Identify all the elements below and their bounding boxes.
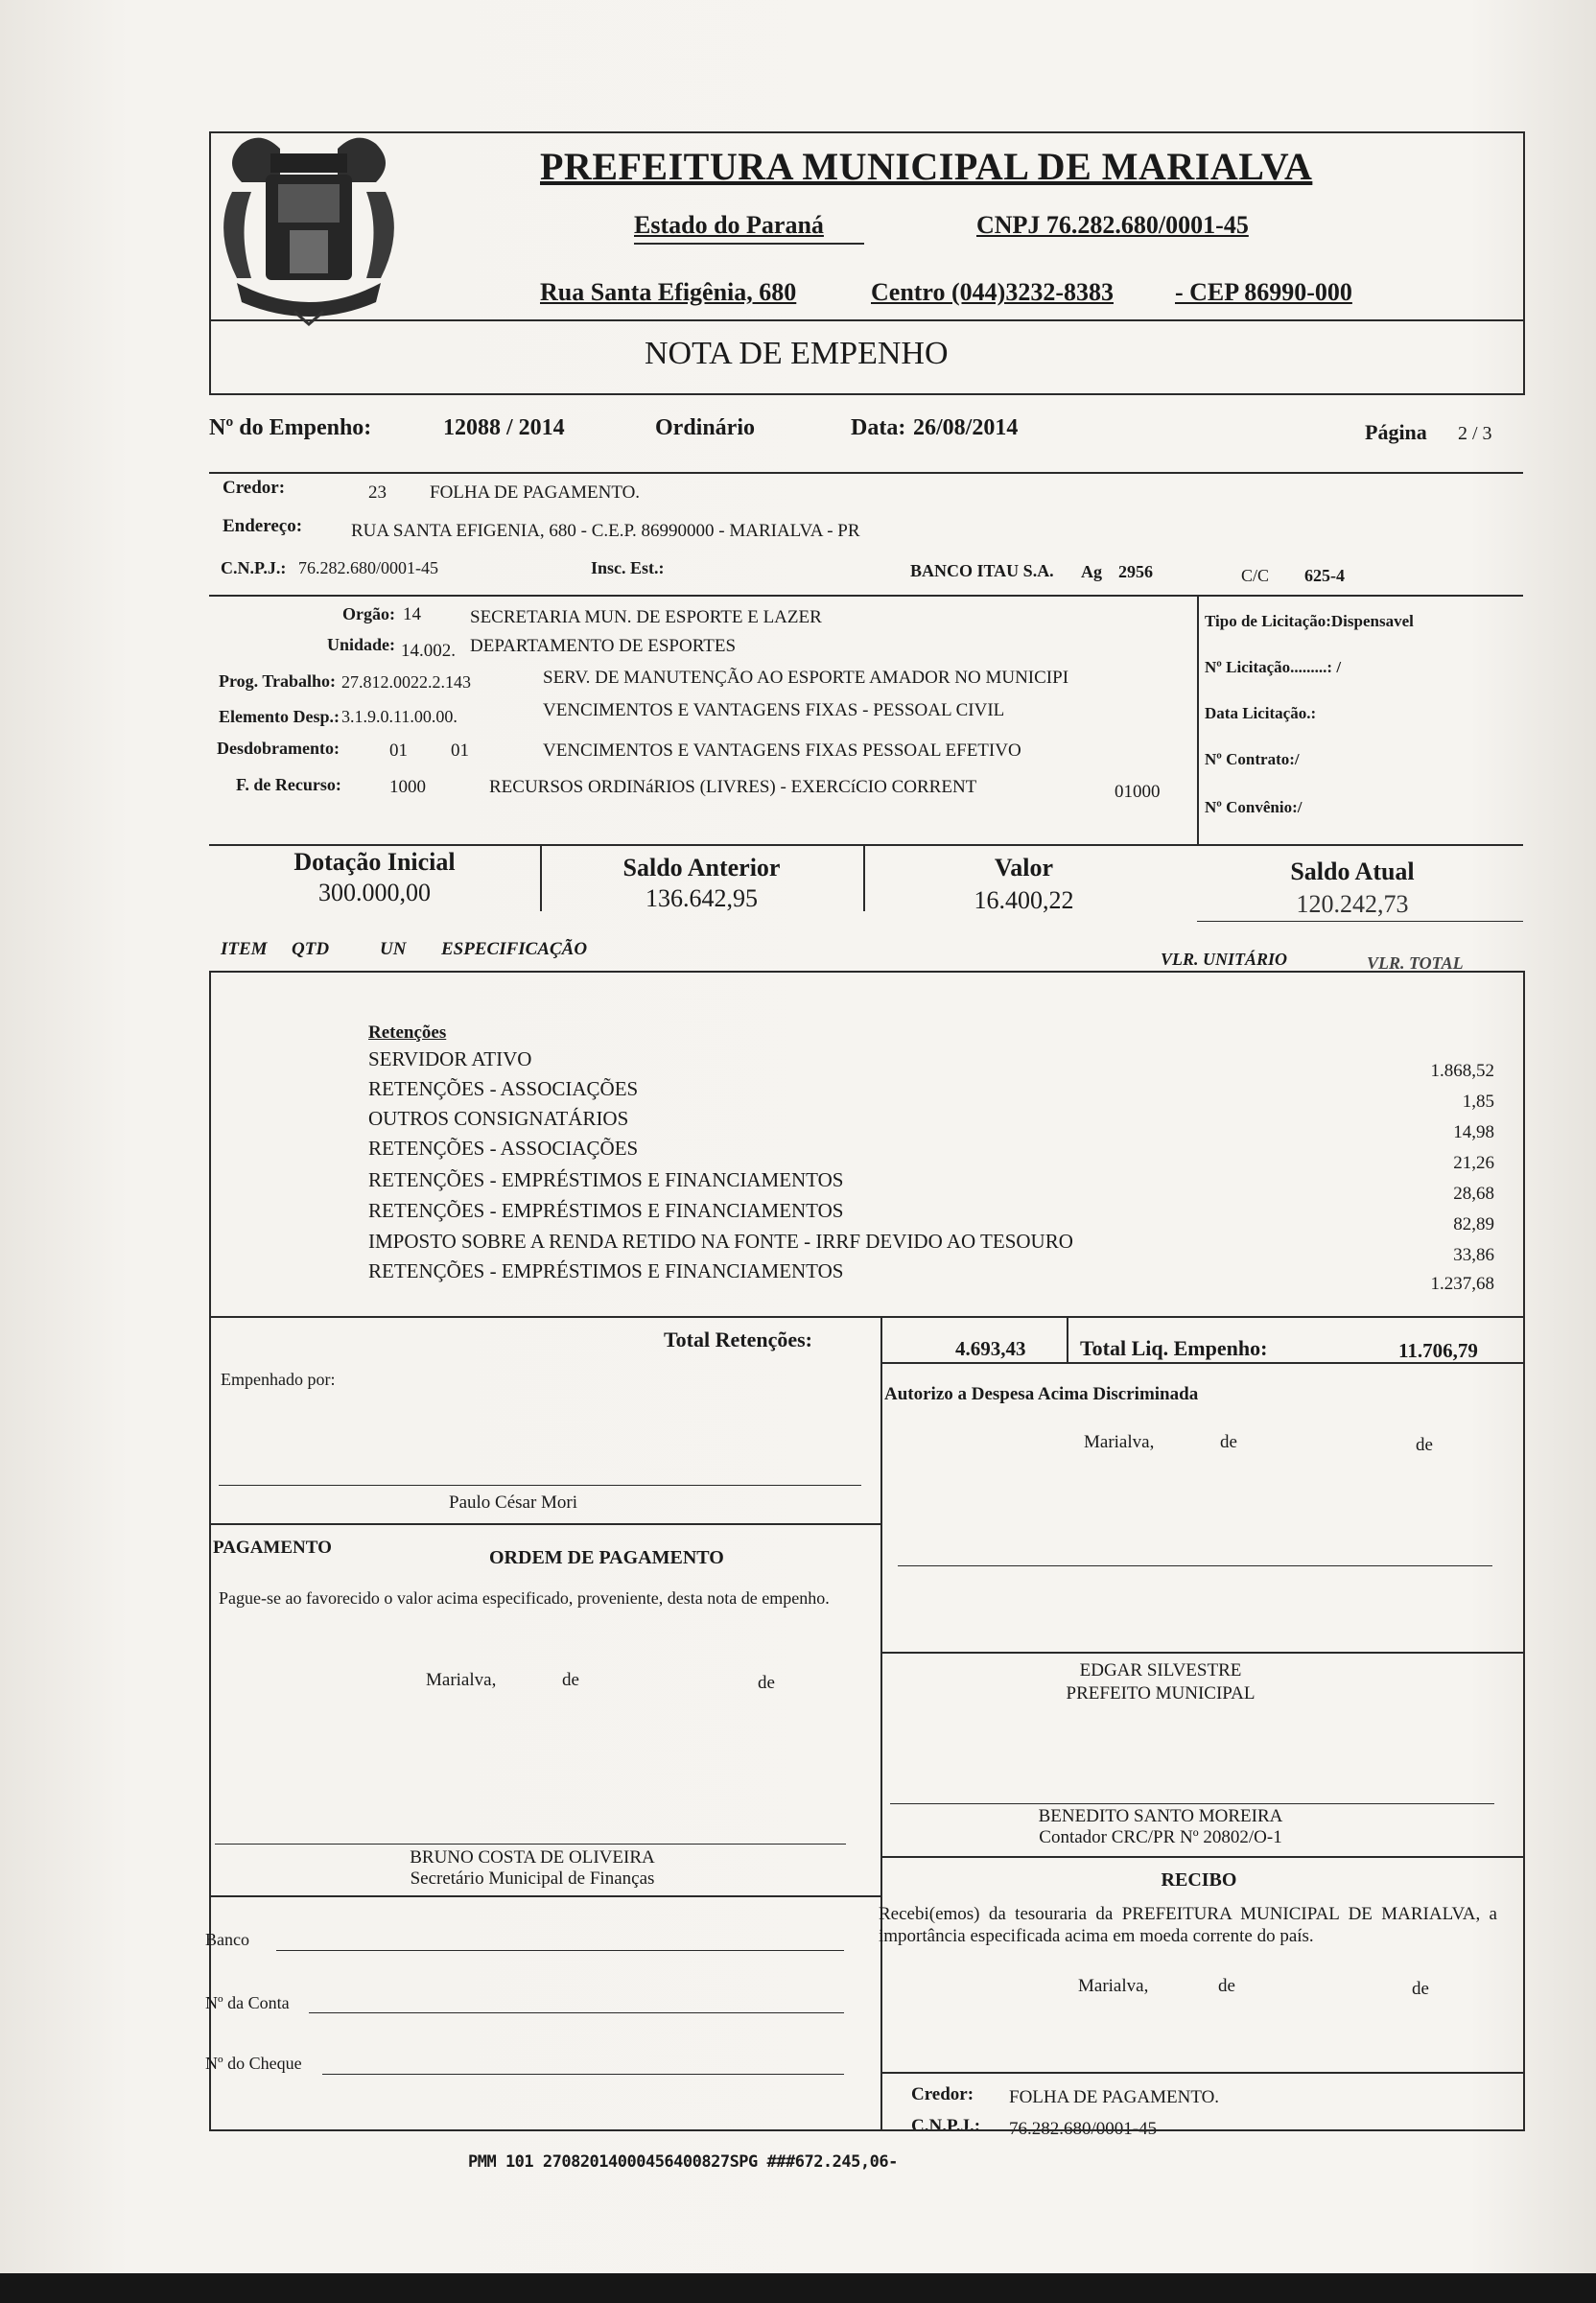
numero-contrato: Nº Contrato:/ <box>1205 750 1300 768</box>
autorizo-marialva: Marialva, <box>1084 1432 1155 1452</box>
credor-label: Credor: <box>223 478 286 498</box>
retencao-line: SERVIDOR ATIVO <box>368 1047 532 1070</box>
credor-name: FOLHA DE PAGAMENTO. <box>430 482 641 503</box>
retencao-line: RETENÇÕES - ASSOCIAÇÕES <box>368 1077 639 1100</box>
banco-name: BANCO ITAU S.A. <box>910 561 1054 580</box>
retencao-line: RETENÇÕES - EMPRÉSTIMOS E FINANCIAMENTOS <box>368 1199 844 1222</box>
valor-value: 16.400,22 <box>974 886 1074 914</box>
elemento-label: Elemento Desp.: <box>219 707 340 726</box>
col-vlr-total: VLR. TOTAL <box>1367 953 1464 973</box>
paulo-name: Paulo César Mori <box>449 1492 578 1513</box>
header-cnpj: CNPJ 76.282.680/0001-45 <box>976 211 1249 239</box>
page-number: 2 / 3 <box>1458 423 1492 444</box>
saldo-atual-label: Saldo Atual <box>1290 858 1415 885</box>
retencao-value: 14,98 <box>1453 1122 1494 1142</box>
endereco-value: RUA SANTA EFIGENIA, 680 - C.E.P. 86990000 - MARIALVA - PR <box>351 521 860 541</box>
autorizo-de-2: de <box>1416 1435 1433 1455</box>
retencao-value: 21,26 <box>1453 1153 1494 1173</box>
pague-se-text: Pague-se ao favorecido o valor acima especificado, proveniente, desta nota de empenho. <box>219 1588 830 1608</box>
ordem-pagamento-label: ORDEM DE PAGAMENTO <box>489 1547 724 1568</box>
pagamento-de-2: de <box>758 1673 775 1693</box>
empenho-label: Nº do Empenho: <box>209 415 372 440</box>
empenho-type: Ordinário <box>655 415 756 440</box>
col-un: UN <box>380 939 407 959</box>
recibo-de-1: de <box>1218 1976 1235 1996</box>
desdobramento-code1: 01 <box>389 740 408 761</box>
retencao-line: RETENÇÕES - EMPRÉSTIMOS E FINANCIAMENTOS <box>368 1259 844 1282</box>
saldo-atual-value: 120.242,73 <box>1296 890 1409 918</box>
date-label: Data: <box>851 415 906 440</box>
retencao-value: 33,86 <box>1453 1245 1494 1265</box>
recurso-code2: 01000 <box>1115 782 1161 802</box>
credor-code: 23 <box>368 482 387 503</box>
prog-label: Prog. Trabalho: <box>219 671 337 691</box>
dotacao-inicial-label: Dotação Inicial <box>293 848 456 876</box>
empenhado-por-label: Empenhado por: <box>221 1370 336 1389</box>
autorizo-de-1: de <box>1220 1432 1237 1452</box>
unidade-value: DEPARTAMENTO DE ESPORTES <box>470 636 737 656</box>
recibo-cnpj-value: 76.282.680/0001-45 <box>1009 2119 1158 2139</box>
banco-label: Banco <box>205 1930 249 1949</box>
header-address: Rua Santa Efigênia, 680 <box>540 278 797 306</box>
header-district-phone: Centro (044)3232-8383 <box>871 278 1114 306</box>
contador-label: Contador CRC/PR Nº 20802/O-1 <box>1039 1827 1282 1847</box>
cc-label: C/C <box>1241 566 1270 585</box>
retencao-value: 1,85 <box>1462 1092 1494 1112</box>
retencao-line: RETENÇÕES - EMPRÉSTIMOS E FINANCIAMENTOS <box>368 1168 844 1191</box>
header-cep: - CEP 86990-000 <box>1175 278 1352 306</box>
recibo-cnpj-label: C.N.P.J.: <box>911 2116 981 2136</box>
secretario-label: Secretário Municipal de Finanças <box>410 1868 655 1889</box>
data-licitacao: Data Licitação.: <box>1205 704 1317 722</box>
endereco-label: Endereço: <box>223 516 303 536</box>
retencao-value: 1.868,52 <box>1430 1061 1494 1081</box>
recibo-marialva: Marialva, <box>1078 1976 1149 1996</box>
desdobramento-label: Desdobramento: <box>217 739 340 758</box>
recurso-code: 1000 <box>389 777 426 797</box>
valor-label: Valor <box>994 854 1054 881</box>
total-liquido-value: 11.706,79 <box>1398 1339 1478 1362</box>
dotacao-inicial-value: 300.000,00 <box>318 879 431 906</box>
retencao-line: RETENÇÕES - ASSOCIAÇÕES <box>368 1137 639 1160</box>
desdobramento-code2: 01 <box>451 740 469 761</box>
tipo-licitacao: Tipo de Licitação:Dispensavel <box>1205 612 1414 630</box>
elemento-code: 3.1.9.0.11.00.00. <box>341 707 458 726</box>
orgao-label: Orgão: <box>342 604 395 623</box>
total-liquido-label: Total Liq. Empenho: <box>1080 1336 1268 1360</box>
nota-de-empenho-title: NOTA DE EMPENHO <box>645 336 949 371</box>
benedito-name: BENEDITO SANTO MOREIRA <box>1038 1806 1283 1826</box>
orgao-code: 14 <box>403 604 421 624</box>
recibo-credor-value: FOLHA DE PAGAMENTO. <box>1009 2087 1220 2107</box>
cnpj-label: C.N.P.J.: <box>221 558 287 577</box>
recibo-label: RECIBO <box>1161 1869 1237 1891</box>
retencao-line: IMPOSTO SOBRE A RENDA RETIDO NA FONTE - IRRF DEVIDO AO TESOURO <box>368 1230 1073 1253</box>
coat-of-arms-logo <box>213 125 405 326</box>
cc-value: 625-4 <box>1304 566 1345 585</box>
recibo-credor-label: Credor: <box>911 2084 974 2104</box>
retencao-value: 1.237,68 <box>1430 1274 1494 1294</box>
saldo-anterior-value: 136.642,95 <box>645 884 758 912</box>
retencao-value: 28,68 <box>1453 1184 1494 1204</box>
numero-convenio: Nº Convênio:/ <box>1205 798 1303 816</box>
unidade-label: Unidade: <box>326 635 395 654</box>
empenho-date: 26/08/2014 <box>913 415 1019 440</box>
recibo-text: Recebi(emos) da tesouraria da PREFEITURA MUNICIPAL DE MARIALVA, a importância especificada acima em moeda corrente do país. <box>879 1904 1497 1946</box>
pagamento-label: PAGAMENTO <box>213 1538 332 1558</box>
unidade-code: 14.002. <box>401 641 456 661</box>
pagamento-marialva: Marialva, <box>426 1670 497 1690</box>
col-especificacao: ESPECIFICAÇÃO <box>441 939 588 959</box>
saldo-anterior-label: Saldo Anterior <box>622 854 781 881</box>
autorizo-label: Autorizo a Despesa Acima Discriminada <box>884 1384 1199 1404</box>
numero-licitacao: Nº Licitação.........: / <box>1205 658 1342 676</box>
bruno-name: BRUNO COSTA DE OLIVEIRA <box>410 1847 655 1868</box>
footer-code: PMM 101 27082014000456400827SPG ###672.245,06- <box>468 2152 898 2172</box>
prog-code: 27.812.0022.2.143 <box>341 672 471 692</box>
empenho-number: 12088 / 2014 <box>443 415 565 440</box>
scan-bottom-edge <box>0 2273 1596 2303</box>
conta-label: Nº da Conta <box>205 1993 290 2012</box>
col-vlr-unitario: VLR. UNITÁRIO <box>1161 950 1288 969</box>
estado: Estado do Paraná <box>634 211 824 239</box>
insc-label: Insc. Est.: <box>591 558 665 577</box>
retencao-line: OUTROS CONSIGNATÁRIOS <box>368 1107 629 1130</box>
total-retencoes-value: 4.693,43 <box>955 1337 1026 1360</box>
credor-cnpj: 76.282.680/0001-45 <box>298 558 438 577</box>
total-retencoes-label: Total Retenções: <box>664 1328 812 1351</box>
ag-value: 2956 <box>1118 562 1153 581</box>
recurso-label: F. de Recurso: <box>236 775 341 794</box>
retencao-value: 82,89 <box>1453 1214 1494 1234</box>
recibo-de-2: de <box>1412 1979 1429 1999</box>
col-qtd: QTD <box>292 939 330 959</box>
edgar-name: EDGAR SILVESTRE <box>1079 1660 1242 1680</box>
prefeitura-title: PREFEITURA MUNICIPAL DE MARIALVA <box>540 145 1313 188</box>
desdobramento-value: VENCIMENTOS E VANTAGENS FIXAS PESSOAL EFETIVO <box>543 740 1021 761</box>
cheque-label: Nº do Cheque <box>205 2054 302 2073</box>
page-label: Página <box>1365 420 1427 444</box>
ag-label: Ag <box>1081 562 1102 581</box>
prog-value: SERV. DE MANUTENÇÃO AO ESPORTE AMADOR NO MUNICIPI <box>543 668 1069 688</box>
col-item: ITEM <box>221 939 268 959</box>
prefeito-label: PREFEITO MUNICIPAL <box>1066 1683 1256 1704</box>
pagamento-de-1: de <box>562 1670 579 1690</box>
recurso-value: RECURSOS ORDINáRIOS (LIVRES) - EXERCíCIO CORRENT <box>489 777 977 797</box>
orgao-value: SECRETARIA MUN. DE ESPORTE E LAZER <box>470 607 822 627</box>
retencoes-title: Retenções <box>368 1022 447 1043</box>
elemento-value: VENCIMENTOS E VANTAGENS FIXAS - PESSOAL CIVIL <box>543 700 1005 720</box>
